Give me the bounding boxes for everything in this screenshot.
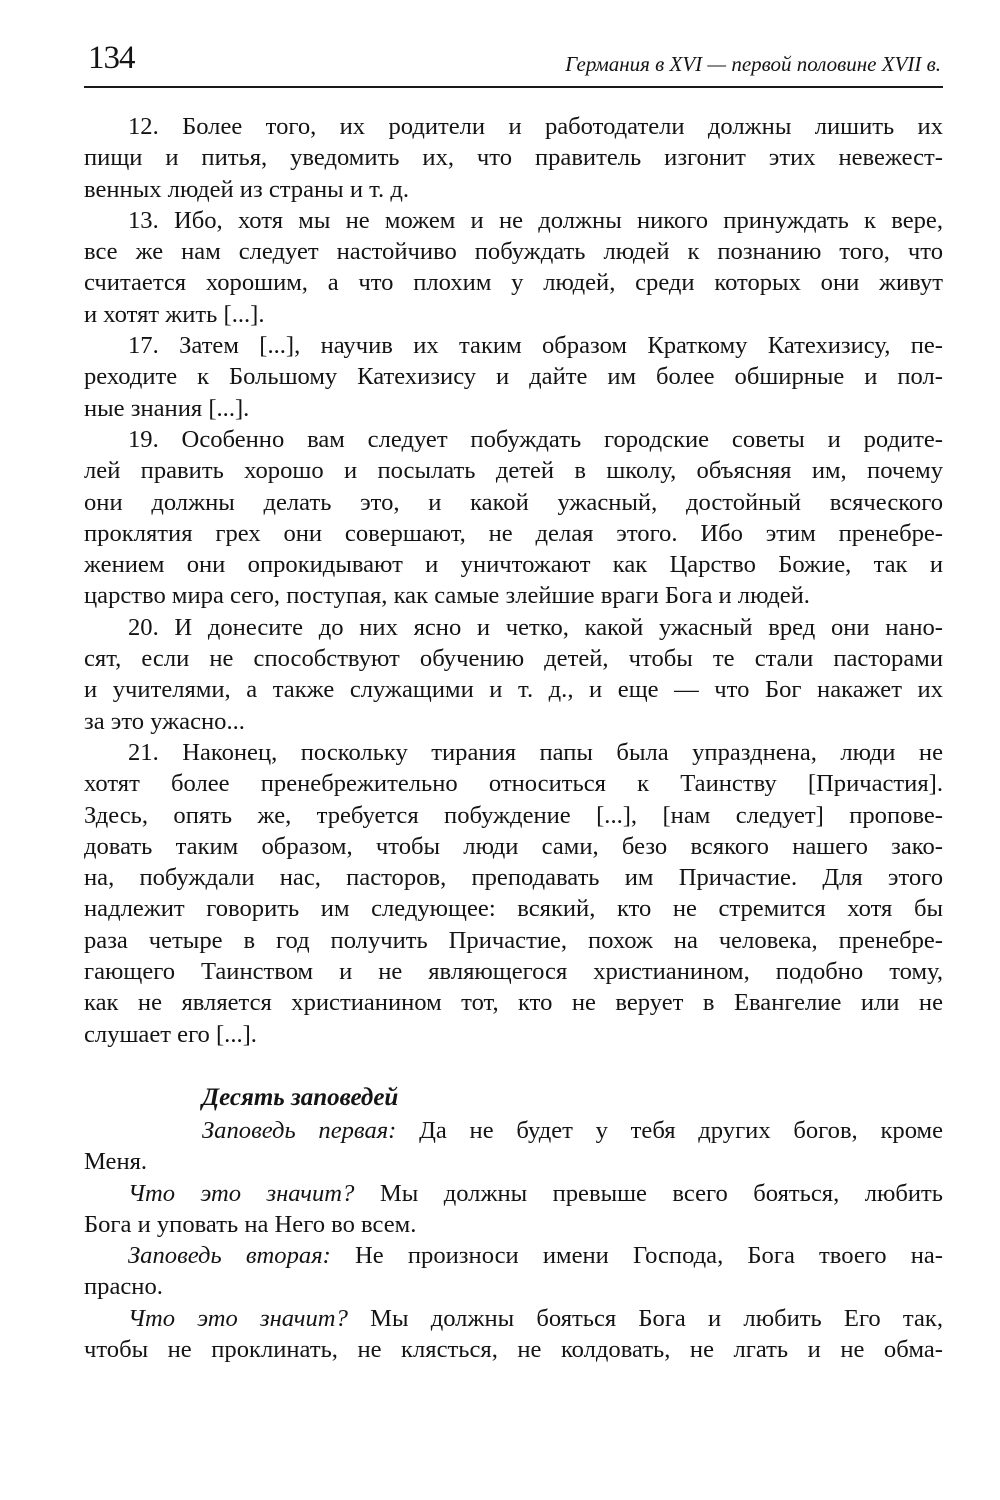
text-line: лей править хорошо и посылать детей в школу, объясняя им, почему xyxy=(84,457,943,485)
text-line: как не является христианином тот, кто не верует в Евангелие или не xyxy=(84,989,943,1017)
paragraph-13 xyxy=(84,205,943,330)
text-line: жением они опрокидывают и уничтожают как Царство Божие, так и xyxy=(84,551,943,579)
paragraph-20 xyxy=(84,612,943,737)
text-line: венных людей из страны и т. д. xyxy=(84,175,410,203)
text-line: прасно. xyxy=(84,1273,163,1301)
text-line: пищи и питья, уведомить их, что правитель изгонит этих невежест- xyxy=(84,144,943,172)
text-line: и учителями, а также служащими и т. д., и еще — что Бог накажет их xyxy=(84,676,943,704)
text-line xyxy=(84,1240,943,1271)
page-number: 134 xyxy=(88,40,135,76)
commandment-first xyxy=(84,1115,943,1178)
text-line: проклятия грех они совершают, не делая этого. Ибо этим пренебре- xyxy=(84,519,943,547)
text-line: 12. Более того, их родители и работодатели должны лишить их xyxy=(128,113,943,140)
question-label: Что это значит? xyxy=(128,1179,355,1207)
text-line: 20. И донесите до них ясно и четко, какой ужасный вред они нано- xyxy=(128,613,943,641)
text-line: ные знания [...]. xyxy=(84,394,250,422)
explanation-second xyxy=(84,1303,943,1366)
commandment-label: Заповедь первая: xyxy=(202,1116,397,1144)
paragraph-21 xyxy=(84,737,943,1050)
text-line: 21. Наконец, поскольку тирания папы была упразднена, люди не xyxy=(128,738,943,766)
body-text xyxy=(84,111,943,1365)
section-title: Десять заповедей xyxy=(202,1083,399,1111)
text-line: они должны делать это, и какой ужасный, достойный всяческого xyxy=(84,488,943,516)
paragraph-17 xyxy=(84,330,943,424)
text-line: реходите к Большому Катехизису и дайте им более обширные и пол- xyxy=(84,363,943,391)
explanation-first xyxy=(84,1178,943,1241)
text-line: Бога и уповать на Него во всем. xyxy=(84,1210,417,1238)
text-line: слушает его [...]. xyxy=(84,1020,257,1048)
text-line: 13. Ибо, хотя мы не можем и не должны никого принуждать к вере, xyxy=(128,206,943,234)
text-line: все же нам следует настойчиво побуждать людей к познанию того, что xyxy=(84,238,943,266)
text-line: на, побуждали нас, пасторов, преподавать им Причастие. Для этого xyxy=(84,864,943,892)
text-line: хотят более пренебрежительно относиться к Таинству [Причастия]. xyxy=(84,770,943,798)
text-line: за это ужасно... xyxy=(84,707,245,735)
text-line xyxy=(84,1115,943,1146)
text-line: и хотят жить [...]. xyxy=(84,300,265,328)
text-line: царство мира сего, поступая, как самые злейшие враги Бога и людей. xyxy=(84,582,810,610)
text-line: 17. Затем [...], научив их таким образом Краткому Катехизису, пе- xyxy=(128,332,943,360)
text-line: надлежит говорить им следующее: всякий, кто не стремится хотя бы xyxy=(84,895,943,923)
text-line: сят, если не способствуют обучению детей, чтобы те стали пасторами xyxy=(84,645,943,673)
text-line: Меня. xyxy=(84,1148,148,1176)
text-line xyxy=(84,1178,943,1209)
text-line: чтобы не проклинать, не клясться, не колдовать, не лгать и не обма- xyxy=(84,1335,943,1363)
text-line: считается хорошим, а что плохим у людей, среди которых они живут xyxy=(84,269,943,297)
text-line: гающего Таинством и не являющегося христианином, подобно тому, xyxy=(84,958,943,986)
text-line xyxy=(84,1303,943,1334)
paragraph-19 xyxy=(84,424,943,612)
commandment-text: Да не будет у тебя других богов, кроме xyxy=(396,1116,944,1144)
commandment-second xyxy=(84,1240,943,1303)
text-line: раза четыре в год получить Причастие, похож на человека, пренебре- xyxy=(84,926,943,954)
explanation-text: Мы должны превыше всего бояться, любить xyxy=(354,1179,944,1207)
question-label: Что это значит? xyxy=(128,1304,348,1332)
text-line: Здесь, опять же, требуется побуждение [...], [нам следует] пропове- xyxy=(84,801,943,829)
text-line: 19. Особенно вам следует побуждать городские советы и родите- xyxy=(128,425,943,453)
running-head: Германия в XVI — первой половине XVII в. xyxy=(565,52,941,76)
commandment-text: Не произноси имени Господа, Бога твоего на- xyxy=(330,1242,943,1270)
page-header xyxy=(84,36,943,88)
paragraph-12 xyxy=(84,111,943,205)
text-line: довать таким образом, чтобы люди сами, безо всякого нашего зако- xyxy=(84,832,943,860)
explanation-text: Мы должны бояться Бога и любить Его так, xyxy=(347,1304,943,1332)
commandment-label: Заповедь вторая: xyxy=(128,1242,331,1270)
